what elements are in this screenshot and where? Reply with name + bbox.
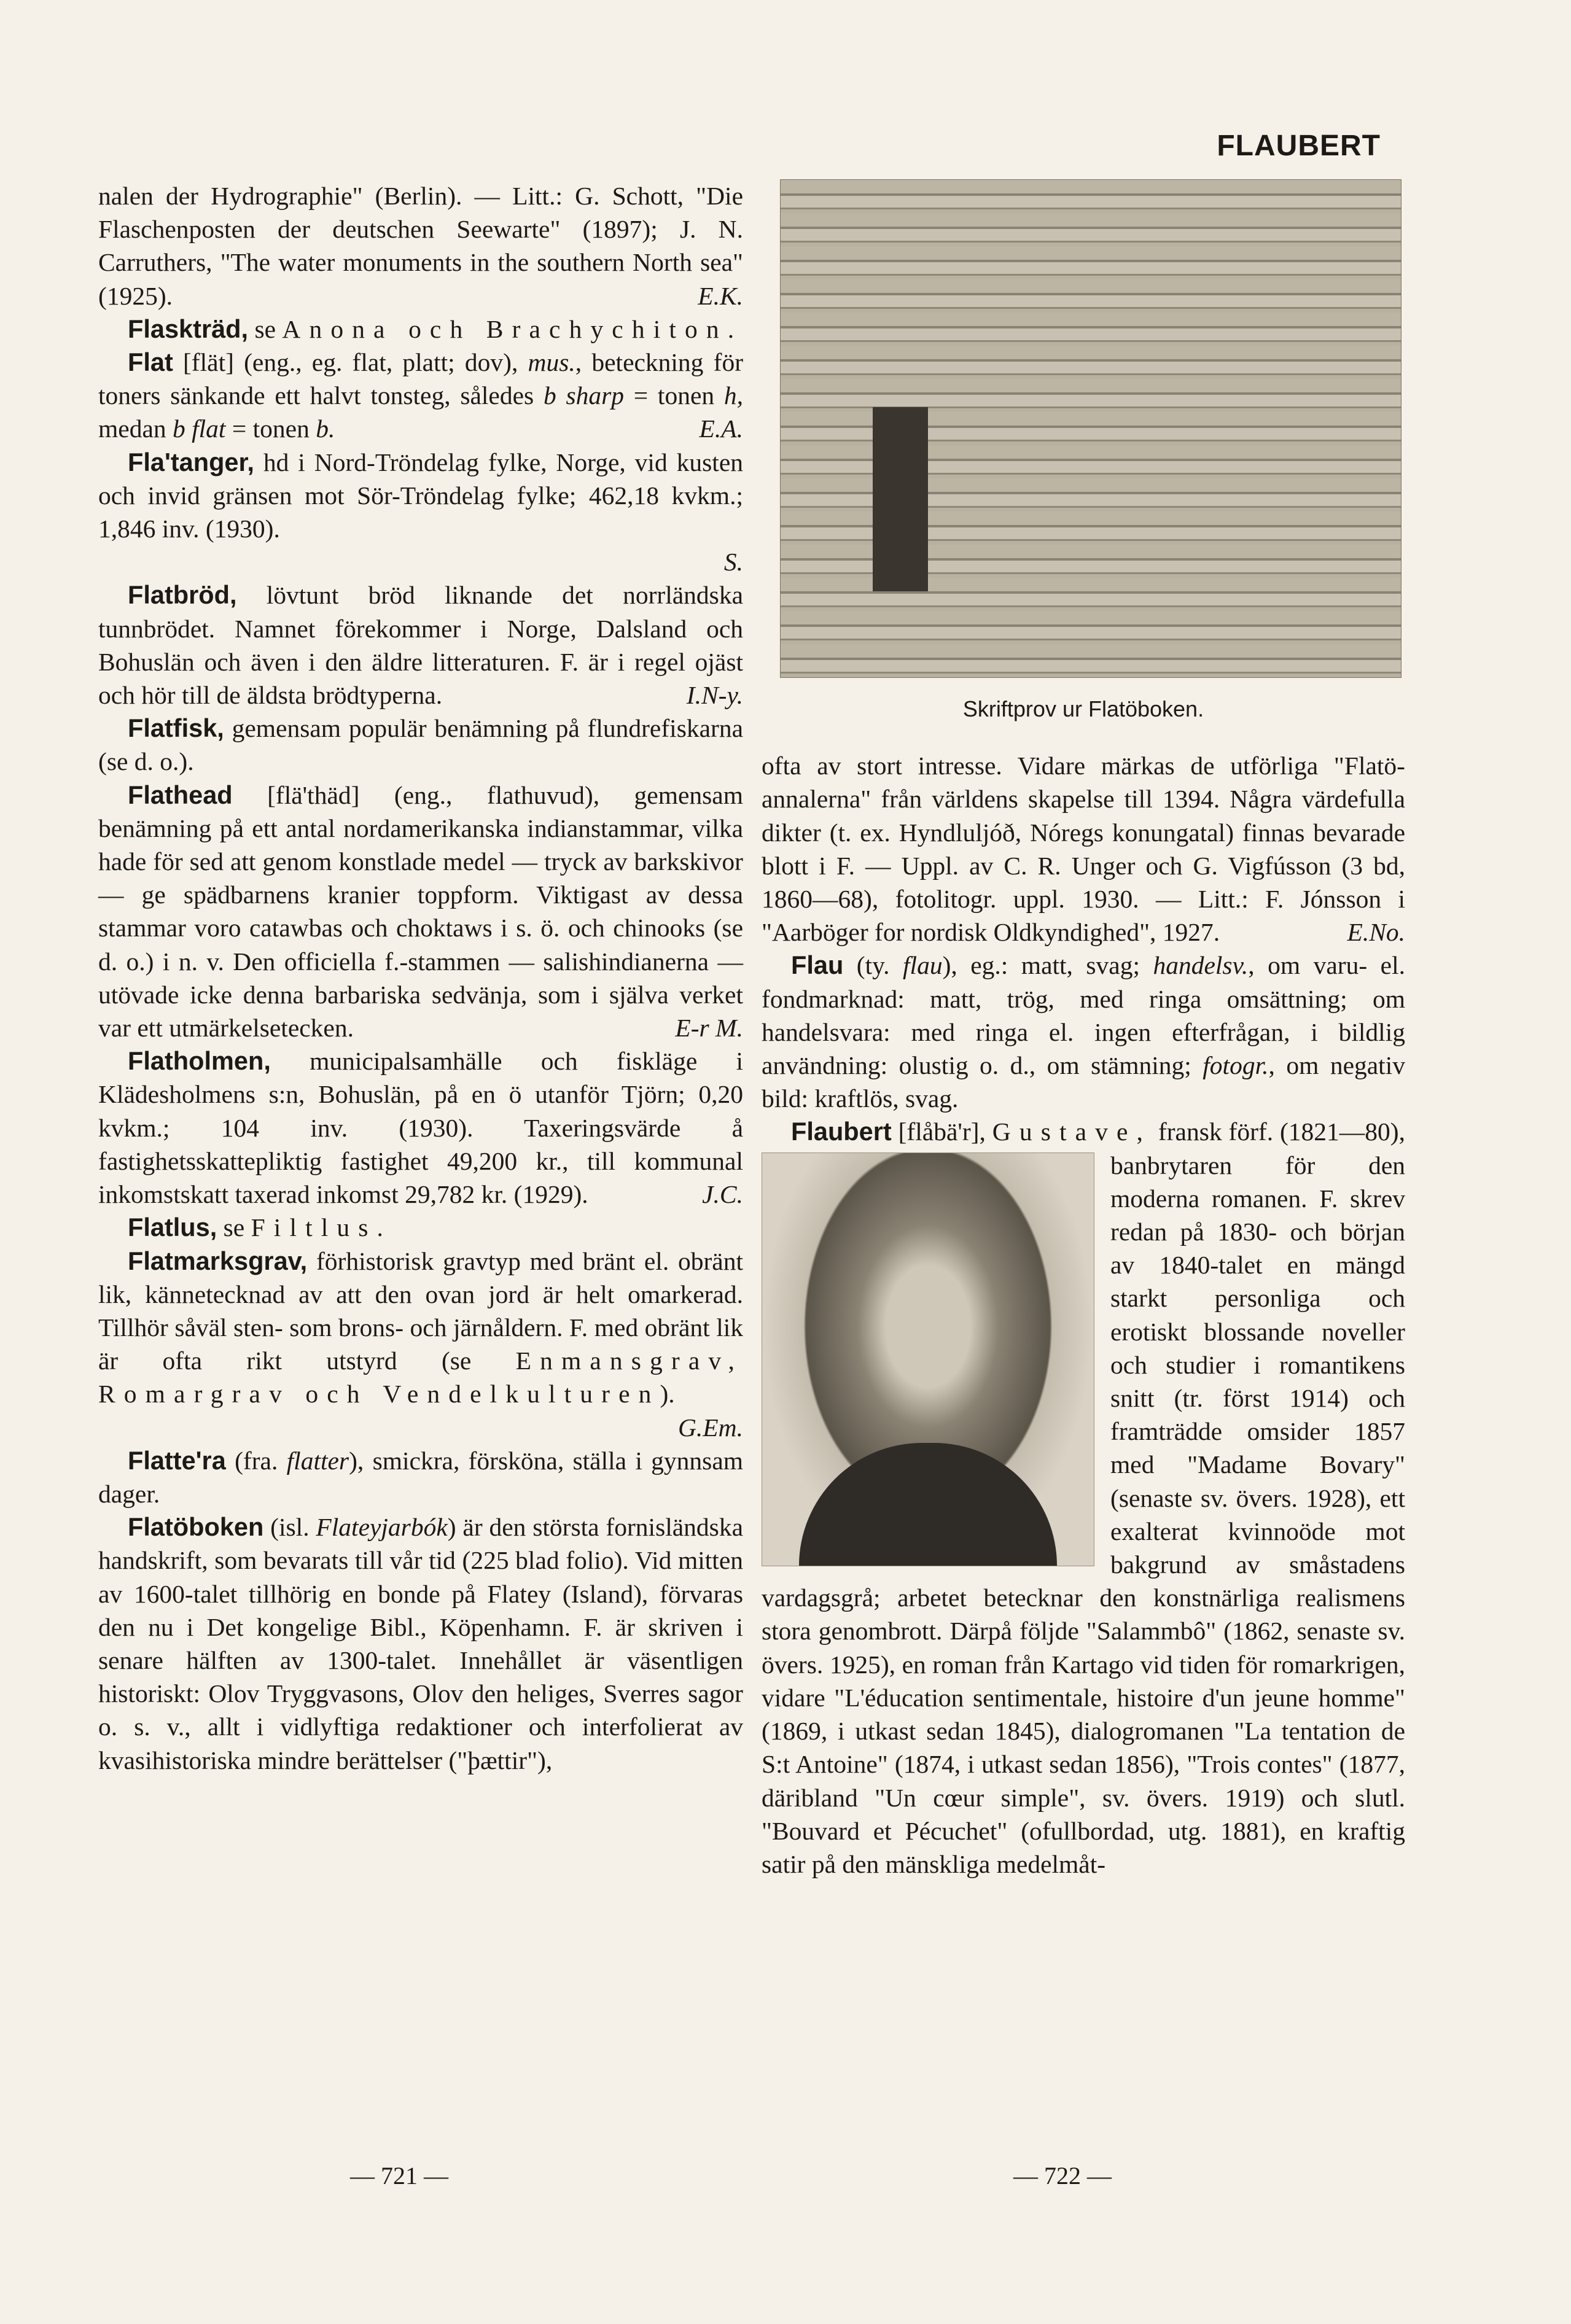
author-signature: E.K.: [698, 281, 743, 310]
entry-text-italic: handelsv.: [1153, 951, 1249, 980]
entry-hydro-continued: [98, 179, 743, 313]
headword: Flaskträd,: [128, 314, 249, 343]
entry-text: se: [254, 314, 276, 343]
flaubert-portrait: [762, 1152, 1094, 1566]
headword: Flatlus,: [128, 1213, 217, 1242]
entry-text: [flåbä'r],: [898, 1117, 986, 1146]
cross-reference: Filtlus.: [251, 1213, 392, 1242]
entry-text: [flä'thäd] (eng., flathuvud), gemensam benämning på ett antal nordamerikanska indianstammar, vilka hade för sed att genom konstlade medel — tryck av barkskivor — ge spädbarnens kranier toppform. Viktigast av dessa stammar voro catawbas och choktaws i s. ö. och chinooks (se d. o.) i n. v. Den officiella f.-stammen — salishindianerna — utövade icke denna barbariska sedvänja, som i själva verket var ett utmärkelsetecken.: [98, 780, 743, 1043]
headword: Flatholmen,: [128, 1046, 271, 1076]
entry-flathead: [98, 779, 743, 1045]
entry-text: , om negativ bild: kraftlös, svag.: [762, 1051, 1405, 1113]
entry-text-italic: b sharp: [543, 381, 624, 410]
headword: Flatte'ra: [128, 1445, 226, 1475]
entry-flatanger-signature: [98, 545, 743, 578]
author-signature: E-r M.: [675, 1014, 743, 1043]
entry-flaskträd: [98, 313, 743, 346]
author-signature: G.Em.: [677, 1413, 743, 1442]
entry-flatanger: [98, 446, 743, 546]
entry-text: ), smickra, försköna, ställa i gynnsam dager.: [98, 1446, 744, 1508]
entry-text: , beteckning för toners sänkande ett halvt tonsteg, således: [98, 348, 744, 410]
left-column: [98, 179, 743, 1777]
entry-text: ).: [660, 1380, 675, 1409]
entry-text: medan: [98, 414, 166, 443]
author-signature: E.A.: [699, 414, 743, 443]
headword: Fla'tanger,: [128, 447, 254, 476]
author-signature: J.C.: [702, 1180, 743, 1209]
entry-text-italic: b.: [316, 414, 335, 443]
headword: Flat: [128, 348, 173, 377]
entry-text: (fra.: [235, 1446, 278, 1475]
entry-text: ) är den största fornisländska handskrift, som bevarats till vår tid (225 blad folio). Vid mitten av 1600-talet tillhörig en bonde på Flatey (Island), förvaras den nu i Det kongelige Bibl., Köpenhamn. F. är skriven i senare hälften av 1300-talet. Innehållet är väsentligen historiskt: Olov Tryggvasons, Olov den heliges, Sverres sagor o. s. v., allt i vidlyftiga redaktioner och interfolierat av kvasihistoriska mindre berättelser ("þættir"),: [98, 1513, 743, 1774]
entry-text: hd i Nord-Tröndelag fylke, Norge, vid kusten och invid gränsen mot Sör-Tröndelag fylke; 462,18 kvkm.; 1,846 inv. (1930).: [98, 448, 743, 543]
manuscript-initial: [873, 407, 928, 591]
entry-text: [flät] (eng., eg. flat, platt; dov),: [182, 348, 518, 377]
entry-text: se: [223, 1213, 245, 1242]
figure-caption: Skriftprov ur Flatöboken.: [962, 696, 1204, 721]
cross-reference: Anona och Brachychiton.: [282, 314, 743, 343]
entry-text: fransk förf. (1821—80), banbrytaren för den moderna romanen. F. skrev redan på 1830- och början av 1840-talet en mängd starkt personliga och erotiskt blossande noveller och studier i romantikens snitt (tr. först 1914) och framträdde omsider 1857 med "Madame Bovary" (senaste sv. övers. 1928), ett exalterat kvinnoöde mot bakgrund av småstadens vardagsgrå; arbetet betecknar den konstnärliga realismens stora genombrott. Därpå följde "Salammbô" (1862, senaste sv. övers. 1925), en roman från Kartago vid tiden för romarkrigen, vidare "L'éducation sentimentale, histoire d'un jeune homme" (1869, i utkast sedan 1845), dialogromanen "La tentation de S:t Antoine" (1874, i utkast sedan 1856), "Trois contes" (1877, däribland "Un cœur simple", sv. övers. 1919) och slutl. "Bouvard et Pécuchet" (ofullbordad, utg. 1881), en kraftig satir på den mänskliga medelmåt-: [762, 1117, 1405, 1878]
entry-text-italic: mus.: [528, 348, 575, 377]
entry-text: , om varu- el. fondmarknad: matt, trög, med ringa omsättning; om handelsvara: med ringa el. ingen efterfrågan, i bildlig användning: olustig o. d., om stämning;: [762, 951, 1405, 1080]
running-head: FLAUBERT: [1217, 130, 1381, 162]
entry-text: nalen der Hydrographie" (Berlin). — Litt.: G. Schott, "Die Flaschenposten der deutschen Seewarte" (1897); J. N. Carruthers, "The water monuments in the southern North sea" (1925).: [98, 182, 743, 310]
entry-text: förhistorisk gravtyp med bränt el. obränt lik, kännetecknad av att den ovan jord är helt omarkerad. Tillhör såväl sten- som brons- och järnåldern. F. med obränt lik är ofta rikt utstyrd (se: [98, 1246, 744, 1375]
entry-flatöboken: [98, 1510, 743, 1777]
entry-flaubert: [762, 1115, 1405, 1881]
headword: Flatbröd,: [128, 580, 237, 610]
entry-text: gemensam populär benämning på flundrefiskarna (se d. o.).: [98, 714, 744, 776]
entry-text-italic: h,: [723, 381, 744, 410]
entry-flau: [762, 949, 1405, 1115]
headword: Flaubert: [791, 1117, 892, 1146]
entry-text: = tonen: [232, 414, 310, 443]
author-signature: I.N-y.: [686, 681, 743, 710]
entry-flatholmen: [98, 1044, 743, 1211]
cross-reference: Enmansgrav, Romargrav och Vendelkulturen: [98, 1347, 744, 1409]
entry-text-italic: fotogr.: [1203, 1051, 1269, 1080]
entry-flatlus: [98, 1211, 743, 1244]
entry-text-italic: Flateyjarbók: [316, 1513, 448, 1542]
entry-flatfisk: [98, 712, 743, 778]
page-number-left: — 721 —: [350, 2162, 448, 2190]
entry-text-italic: flatter: [286, 1446, 349, 1475]
headword: Flathead: [128, 780, 233, 809]
portrait-coat: [799, 1443, 1057, 1566]
entry-text-italic: flau: [903, 951, 943, 980]
entry-text: (ty.: [856, 951, 890, 980]
right-column: [762, 179, 1405, 1881]
headword: Flatmarksgrav,: [128, 1246, 308, 1275]
entry-flattera: [98, 1444, 743, 1510]
entry-text: ), eg.: matt, svag;: [942, 951, 1140, 980]
entry-text: municipalsamhälle och fiskläge i Klädesholmens s:n, Bohuslän, på en ö utanför Tjörn; 0,20 kvkm.; 104 inv. (1930). Taxeringsvärde å fastighetsskattepliktig fastighet 49,200 kr., till kommunal inkomstskatt taxerad inkomst 29,782 kr. (1929).: [98, 1047, 744, 1209]
author-signature: S.: [723, 548, 743, 577]
manuscript-image: [780, 179, 1401, 678]
person-name: Gustave,: [992, 1117, 1152, 1146]
entry-flatmarksgrav: [98, 1245, 744, 1442]
headword: Flatfisk,: [128, 713, 224, 743]
entry-flatbröd: [98, 578, 743, 712]
entry-text: (isl.: [270, 1513, 310, 1542]
page-number-right: — 722 —: [1013, 2162, 1112, 2190]
entry-text-italic: b flat: [173, 414, 226, 443]
entry-flat: [98, 346, 743, 446]
entry-text: ofta av stort intresse. Vidare märkas de utförliga "Flatö-annalerna" från världens skapelse till 1394. Några värdefulla dikter (t. ex. Hyndluljóð, Nóregs konungatal) finnas bevarade blott i F. — Uppl. av C. R. Unger och G. Vigfússon (3 bd, 1860—68), fotolitogr. uppl. 1930. — Litt.: F. Jónsson i "Aarböger for nordisk Oldkyndighed", 1927.: [762, 752, 1405, 947]
headword: Flatöboken: [128, 1512, 264, 1542]
entry-text: = tonen: [633, 381, 715, 410]
entry-flatöboken-continued: [762, 749, 1405, 949]
entry-text: lövtunt bröd liknande det norrländska tunnbrödet. Namnet förekommer i Norge, Dalsland och Bohuslän och även i den äldre litteraturen. F. är i regel ojäst och hör till de äldsta brödtyperna.: [98, 581, 743, 710]
headword: Flau: [791, 950, 844, 980]
author-signature: E.No.: [1347, 918, 1405, 947]
